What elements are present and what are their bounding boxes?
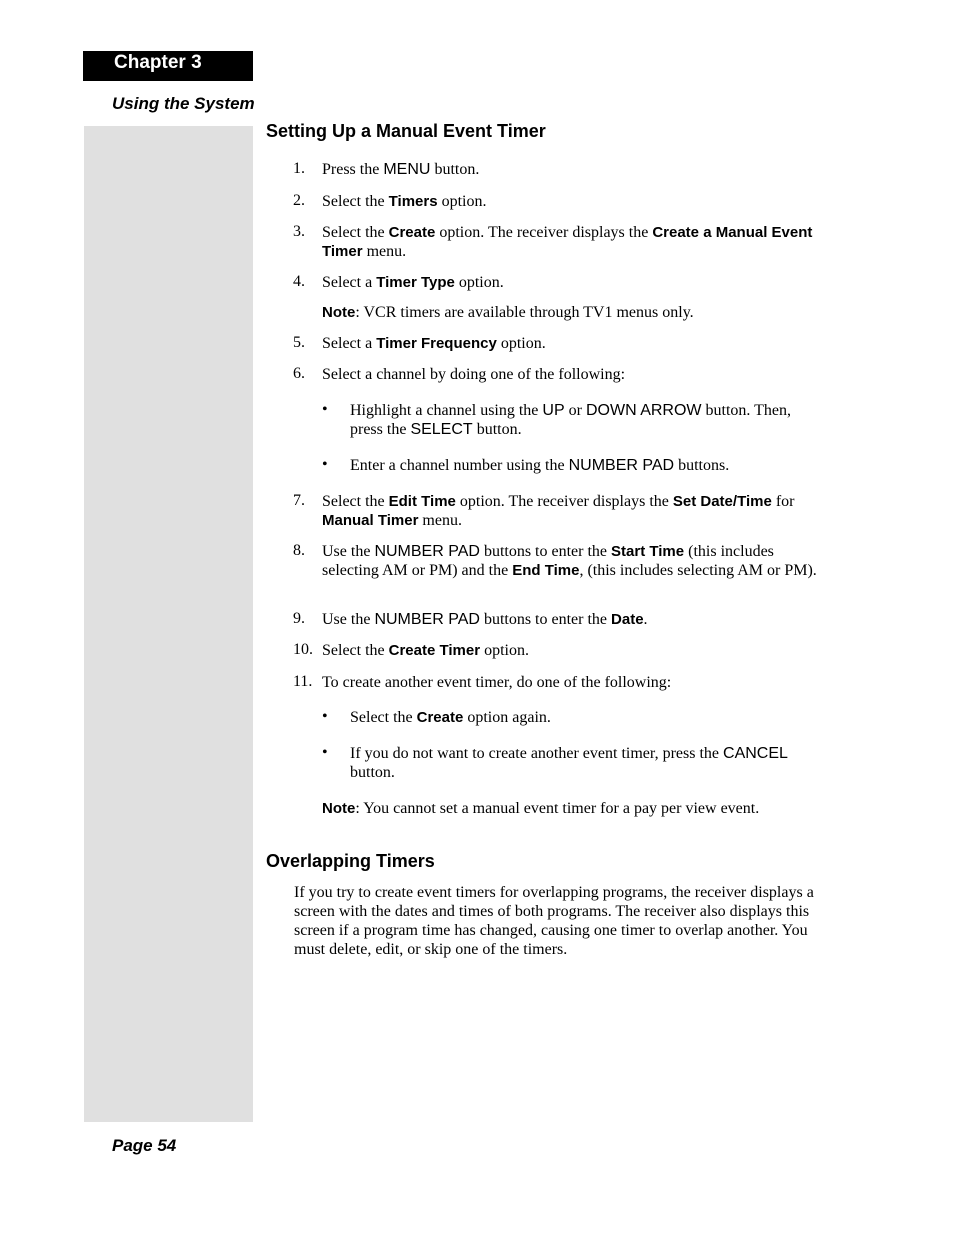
step-text: Select a Timer Frequency option.	[322, 335, 546, 352]
overlapping-heading: Overlapping Timers	[266, 851, 435, 871]
bullet-text: Enter a channel number using the NUMBER PAD buttons.	[350, 457, 730, 474]
sidebar-band	[84, 126, 253, 1122]
step-number: 1.	[293, 160, 305, 177]
bullet: •	[322, 456, 328, 473]
step-text: Use the NUMBER PAD buttons to enter the Start Time (this includes selecting AM or PM) and the End Time, (this includes selecting AM or PM).	[322, 543, 817, 579]
chapter-tab	[83, 51, 253, 81]
bullet-text: If you do not want to create another event timer, press the CANCEL button.	[350, 745, 788, 781]
step-number: 11.	[293, 673, 313, 690]
section-label: Using the System	[112, 94, 255, 113]
step-number: 8.	[293, 542, 305, 559]
step-text: Select a Timer Type option.	[322, 274, 504, 291]
step-number: 5.	[293, 334, 305, 351]
step-text: Select the Edit Time option. The receiver displays the Set Date/Time for Manual Timer menu.	[322, 493, 795, 529]
step-number: 10.	[293, 641, 313, 658]
step-text: Select the Create option. The receiver displays the Create a Manual Event Timer menu.	[322, 224, 813, 260]
manual-timer-heading: Setting Up a Manual Event Timer	[266, 121, 546, 141]
step-text: Select a channel by doing one of the following:	[322, 366, 626, 383]
step-number: 2.	[293, 192, 305, 209]
step-text: Press the MENU button.	[322, 161, 480, 178]
bullet: •	[322, 744, 328, 761]
chapter-label: Chapter 3	[114, 52, 202, 73]
step-text: Select the Create Timer option.	[322, 642, 529, 659]
step-number: 4.	[293, 273, 305, 290]
step-text: Use the NUMBER PAD buttons to enter the Date.	[322, 611, 648, 628]
step-number: 6.	[293, 365, 305, 382]
note: Note: You cannot set a manual event timer for a pay per view event.	[322, 800, 760, 817]
bullet: •	[322, 401, 328, 418]
step-number: 9.	[293, 610, 305, 627]
step-text: To create another event timer, do one of the following:	[322, 674, 672, 691]
step-number: 3.	[293, 223, 305, 240]
step-text: Select the Timers option.	[322, 193, 487, 210]
page-number: Page 54	[112, 1136, 177, 1155]
bullet-text: Select the Create option again.	[350, 709, 551, 726]
bullet-text: Highlight a channel using the UP or DOWN ARROW button. Then, press the SELECT button.	[350, 402, 791, 438]
step-number: 7.	[293, 492, 305, 509]
note: Note: VCR timers are available through TV1 menus only.	[322, 304, 694, 321]
overlapping-paragraph: If you try to create event timers for overlapping programs, the receiver displays a screen with the dates and times of both programs. The receiver also displays this screen if a program time has changed, causing one timer to overlap another. You must delete, edit, or skip one of the timers.	[294, 884, 814, 958]
bullet: •	[322, 708, 328, 725]
